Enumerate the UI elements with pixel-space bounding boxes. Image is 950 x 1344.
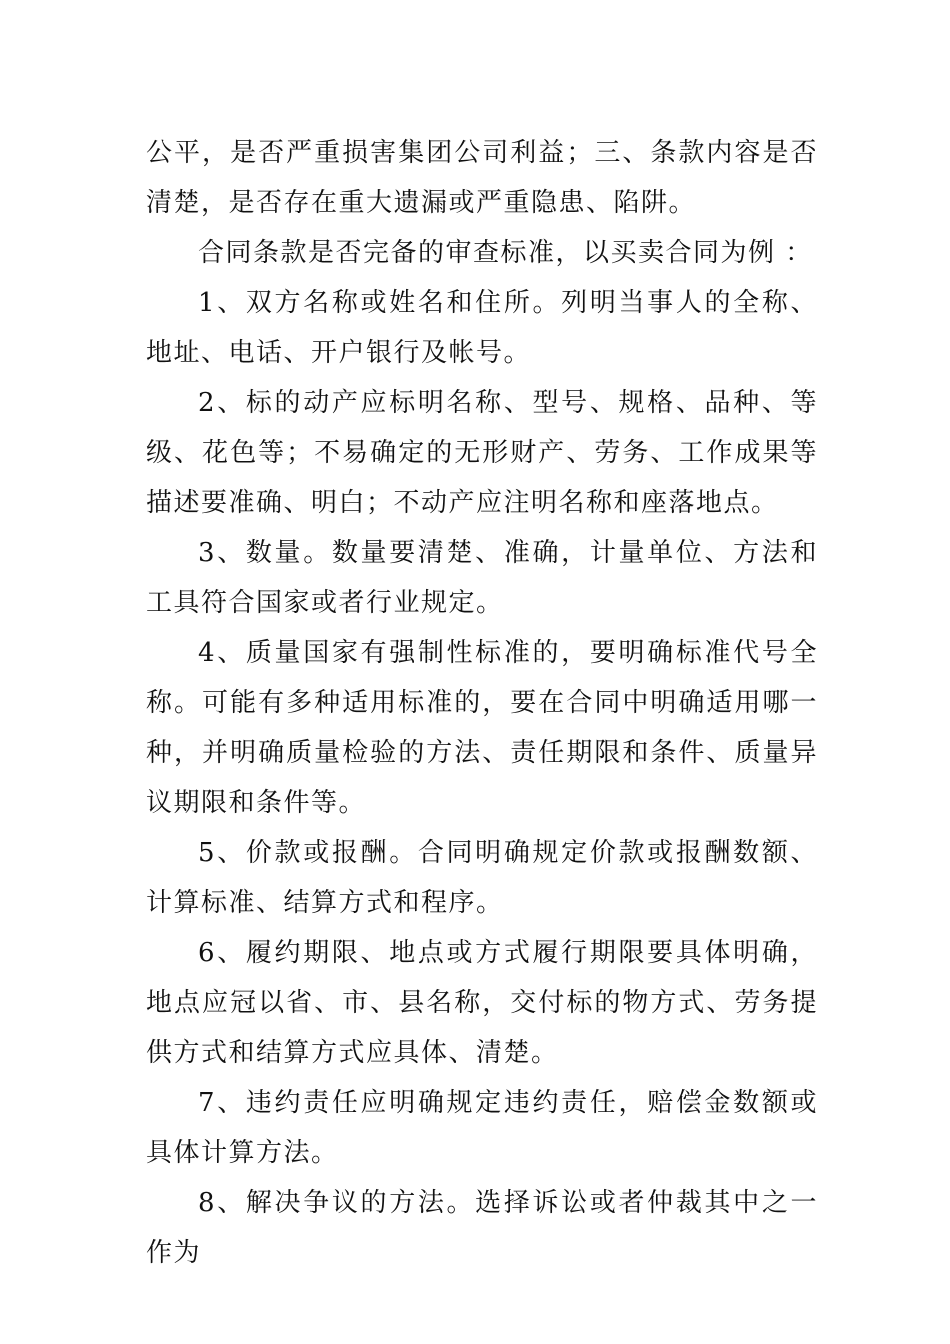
paragraph-item-7: 7、违约责任应明确规定违约责任，赔偿金数额或具体计算方法。 [146, 1088, 818, 1168]
paragraph-item-6: 6、履约期限、地点或方式履行期限要具体明确，地点应冠以省、市、县名称，交付标的物方式、劳务提供方式和结算方式应具体、清楚。 [146, 938, 818, 1068]
paragraph-item-2: 2、标的动产应标明名称、型号、规格、品种、等级、花色等；不易确定的无形财产、劳务、工作成果等描述要准确、明白；不动产应注明名称和座落地点。 [146, 388, 818, 518]
paragraph-item-1: 1、双方名称或姓名和住所。列明当事人的全称、地址、电话、开户银行及帐号。 [146, 288, 818, 368]
paragraph-review-standard: 合同条款是否完备的审查标准，以买卖合同为例 ： [198, 238, 813, 268]
document-body [146, 128, 818, 1278]
paragraph-item-4: 4、质量国家有强制性标准的，要明确标准代号全称。可能有多种适用标准的，要在合同中明确适用哪一种，并明确质量检验的方法、责任期限和条件、质量异议期限和条件等。 [146, 638, 818, 818]
paragraph-item-8: 8、解决争议的方法。选择诉讼或者仲裁其中之一作为 [146, 1188, 818, 1268]
paragraph-continuation: 公平，是否严重损害集团公司利益；三、条款内容是否清楚，是否存在重大遗漏或严重隐患、陷阱。 [146, 138, 818, 218]
paragraph-item-5: 5、价款或报酬。合同明确规定价款或报酬数额、计算标准、结算方式和程序。 [146, 838, 818, 918]
paragraph-item-3: 3、数量。数量要清楚、准确，计量单位、方法和工具符合国家或者行业规定。 [146, 538, 818, 618]
